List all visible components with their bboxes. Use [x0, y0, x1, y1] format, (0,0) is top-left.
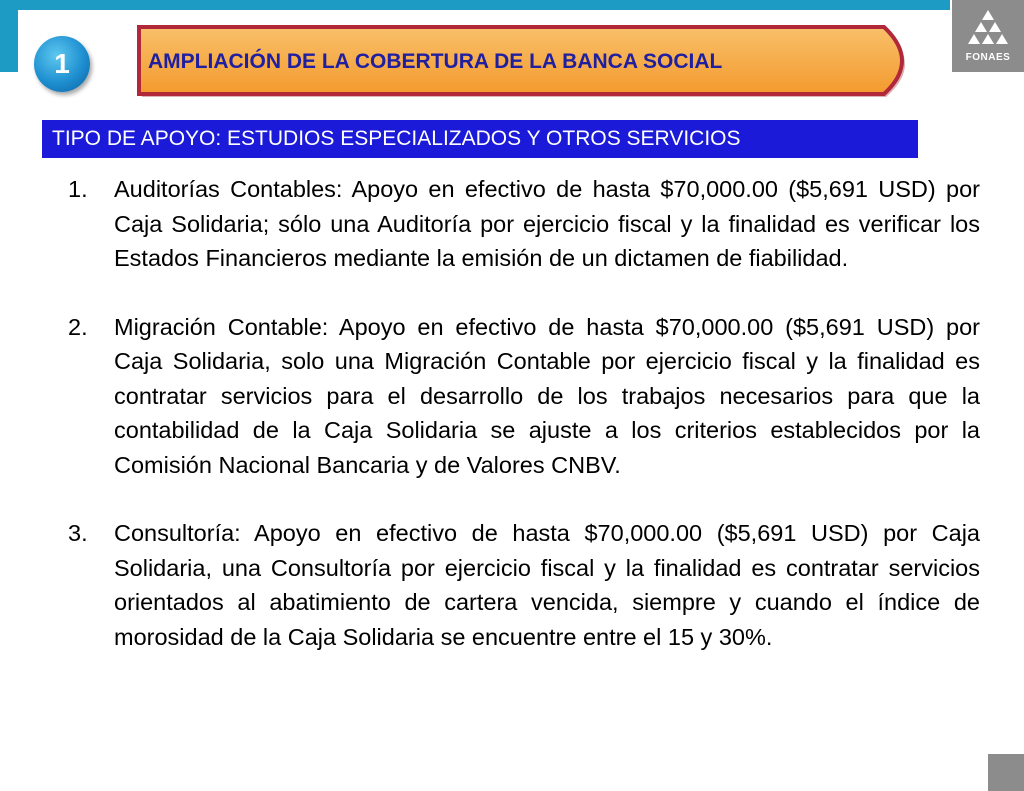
support-type-subtitle: TIPO DE APOYO: ESTUDIOS ESPECIALIZADOS Y OTROS SERVICIOS [42, 120, 918, 158]
fonaes-triangles-icon [952, 0, 1024, 52]
list-item [68, 172, 980, 276]
list-item-number: 2. [68, 313, 88, 340]
list-item-text: Migración Contable: Apoyo en efectivo de hasta $70,000.00 ($5,691 USD) por Caja Solidaria, solo una Migración Contable por ejercicio fiscal y la finalidad es contratar servicios para el desarrollo de los trabajos necesarios para que la contabilidad de la Caja Solidaria se ajuste a los criterios establecidos por la Comisión Nacional Bancaria y de Valores CNBV. [114, 313, 980, 478]
list-item [68, 310, 980, 483]
logo-text: FONAES [965, 52, 1011, 63]
page-title: AMPLIACIÓN DE LA COBERTURA DE LA BANCA SOCIAL [148, 50, 723, 73]
list-item [68, 516, 980, 654]
list-item-text: Consultoría: Apoyo en efectivo de hasta $70,000.00 ($5,691 USD) por Caja Solidaria, una Consultoría por ejercicio fiscal y la finalidad es contratar servicios orientados al abatimiento de cartera vencida, siempre y cuando el índice de morosidad de la Caja Solidaria se encuentre entre el 15 y 30%. [114, 520, 980, 650]
badge-number: 1 [54, 48, 70, 79]
top-accent-bar [0, 0, 950, 10]
left-accent-bar [0, 0, 18, 72]
fonaes-logo [952, 0, 1024, 72]
corner-decoration [988, 754, 1024, 791]
section-number-badge [34, 36, 90, 92]
title-banner [136, 24, 924, 98]
list-item-number: 1. [68, 176, 88, 202]
list-item-text: Auditorías Contables: Apoyo en efectivo de hasta $70,000.00 ($5,691 USD) por Caja Solidaria; sólo una Auditoría por ejercicio fiscal y la finalidad es verificar los Estados Financieros mediante la emisión de un dictamen de fiabilidad. [114, 176, 980, 271]
list-item-number: 3. [68, 520, 88, 546]
support-items-list [68, 172, 980, 688]
